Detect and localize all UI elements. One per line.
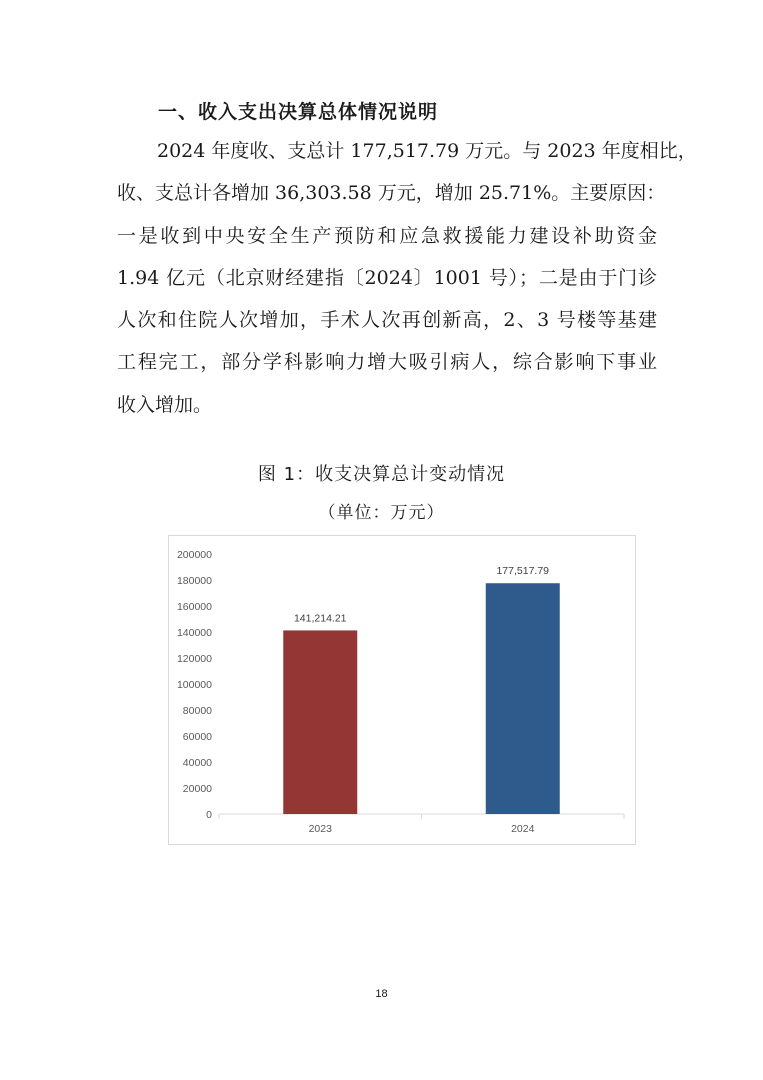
paragraph-line: 收、支总计各增加 36,303.58 万元，增加 25.71%。主要原因：	[117, 182, 666, 205]
y-tick-label: 0	[206, 809, 212, 821]
x-tick-label: 2024	[511, 823, 535, 835]
paragraph-line: 一是收到中央安全生产预防和应急救援能力建设补助资金	[117, 224, 657, 247]
y-tick-label: 80000	[182, 705, 212, 717]
paragraph-line: 2024 年度收、支总计 177,517.79 万元。与 2023 年度相比，	[157, 140, 697, 162]
chart-svg	[169, 536, 635, 844]
y-tick-label: 40000	[182, 757, 212, 769]
data-label: 177,517.79	[496, 565, 550, 578]
y-tick-label: 120000	[176, 653, 212, 665]
paragraph-line: 1.94 亿元（北京财经建指〔2024〕1001 号）；二是由于门诊	[117, 266, 657, 289]
y-tick-label: 180000	[176, 575, 212, 587]
bar-chart	[168, 535, 636, 845]
bar-2023	[283, 630, 357, 814]
paragraph-line: 人次和住院人次增加，手术人次再创新高，2、3 号楼等基建	[117, 309, 657, 332]
figure-title: 图 1：收支决算总计变动情况	[257, 464, 506, 485]
figure-unit: （单位：万元）	[318, 503, 445, 523]
page-number: 18	[375, 988, 388, 1000]
y-tick-label: 200000	[176, 549, 212, 561]
x-tick-label: 2023	[308, 823, 332, 835]
y-tick-label: 100000	[176, 679, 212, 691]
y-tick-label: 20000	[182, 783, 212, 795]
y-tick-label: 140000	[176, 627, 212, 639]
data-label: 141,214.21	[293, 612, 347, 625]
y-tick-label: 60000	[182, 731, 212, 743]
y-tick-label: 160000	[176, 601, 212, 613]
section-heading: 一、收入支出决算总体情况说明	[158, 101, 439, 123]
paragraph-line: 收入增加。	[117, 393, 213, 416]
bar-2024	[486, 583, 560, 814]
body-paragraph	[117, 130, 697, 426]
paragraph-line: 工程完工，部分学科影响力增大吸引病人，综合影响下事业	[117, 351, 657, 374]
